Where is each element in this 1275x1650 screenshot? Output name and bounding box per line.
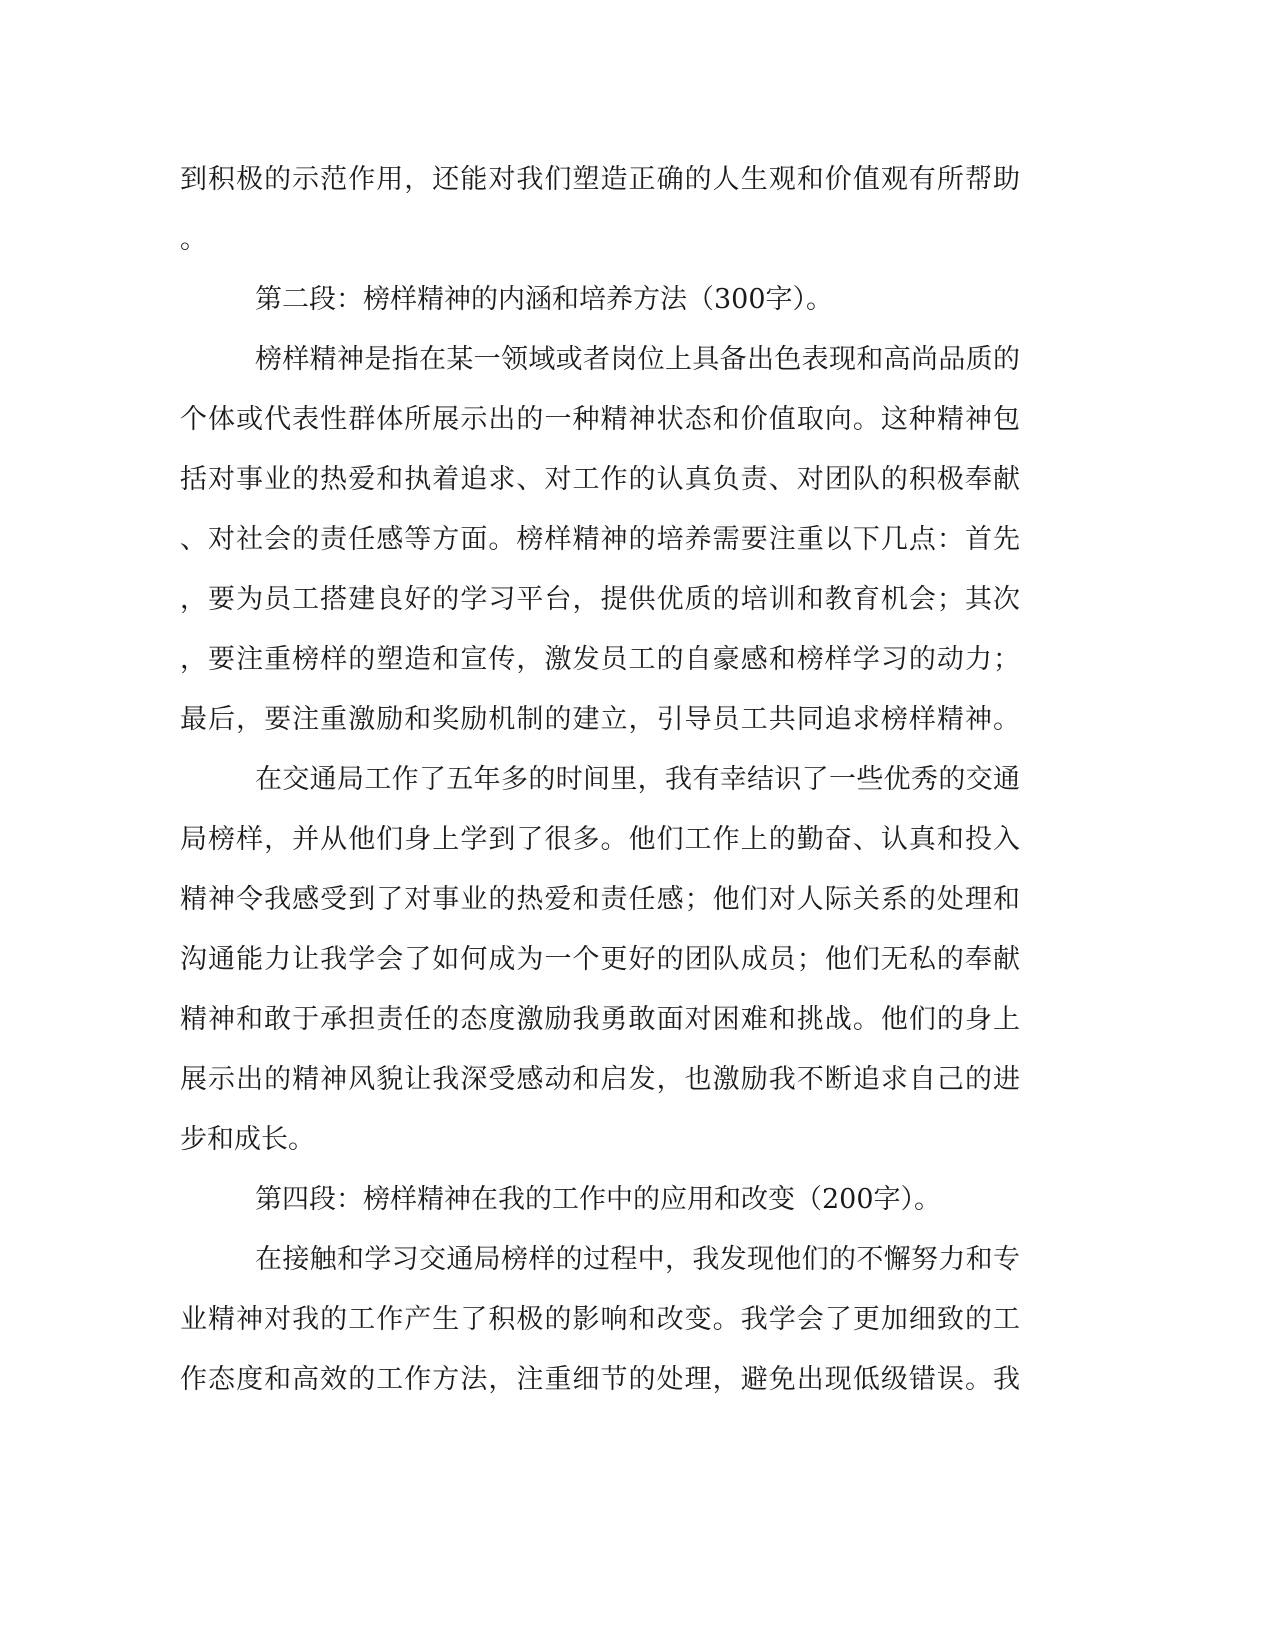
text-line: 。 [180,224,207,255]
text-line: 括对事业的热爱和执着追求、对工作的认真负责、对团队的积极奉献 [180,464,1020,495]
section-heading: 第二段：榜样精神的内涵和培养方法（300字）。 [255,284,834,315]
text-line: 最后，要注重激励和奖励机制的建立，引导员工共同追求榜样精神。 [180,704,1020,735]
text-line: 精神令我感受到了对事业的热爱和责任感；他们对人际关系的处理和 [180,884,1020,915]
text-line: 在接触和学习交通局榜样的过程中，我发现他们的不懈努力和专 [255,1244,1020,1275]
text-line: 步和成长。 [180,1124,315,1155]
text-line: 作态度和高效的工作方法，注重细节的处理，避免出现低级错误。我 [180,1364,1020,1395]
text-line: 业精神对我的工作产生了积极的影响和改变。我学会了更加细致的工 [180,1304,1020,1335]
text-line: 展示出的精神风貌让我深受感动和启发，也激励我不断追求自己的进 [180,1064,1020,1095]
text-line: 榜样精神是指在某一领域或者岗位上具备出色表现和高尚品质的 [255,344,1020,375]
text-line: 精神和敢于承担责任的态度激励我勇敢面对困难和挑战。他们的身上 [180,1004,1020,1035]
text-line: 、对社会的责任感等方面。榜样精神的培养需要注重以下几点：首先 [180,524,1020,555]
text-line: 到积极的示范作用，还能对我们塑造正确的人生观和价值观有所帮助 [180,164,1020,195]
text-line: 个体或代表性群体所展示出的一种精神状态和价值取向。这种精神包 [180,404,1020,435]
document-body [180,150,1020,1410]
section-heading: 第四段：榜样精神在我的工作中的应用和改变（200字）。 [255,1184,942,1215]
text-line: 沟通能力让我学会了如何成为一个更好的团队成员；他们无私的奉献 [180,944,1020,975]
text-line: ，要注重榜样的塑造和宣传，激发员工的自豪感和榜样学习的动力； [180,644,1020,675]
text-line: 局榜样，并从他们身上学到了很多。他们工作上的勤奋、认真和投入 [180,824,1020,855]
text-line: ，要为员工搭建良好的学习平台，提供优质的培训和教育机会；其次 [180,584,1020,615]
text-line: 在交通局工作了五年多的时间里，我有幸结识了一些优秀的交通 [255,764,1020,795]
